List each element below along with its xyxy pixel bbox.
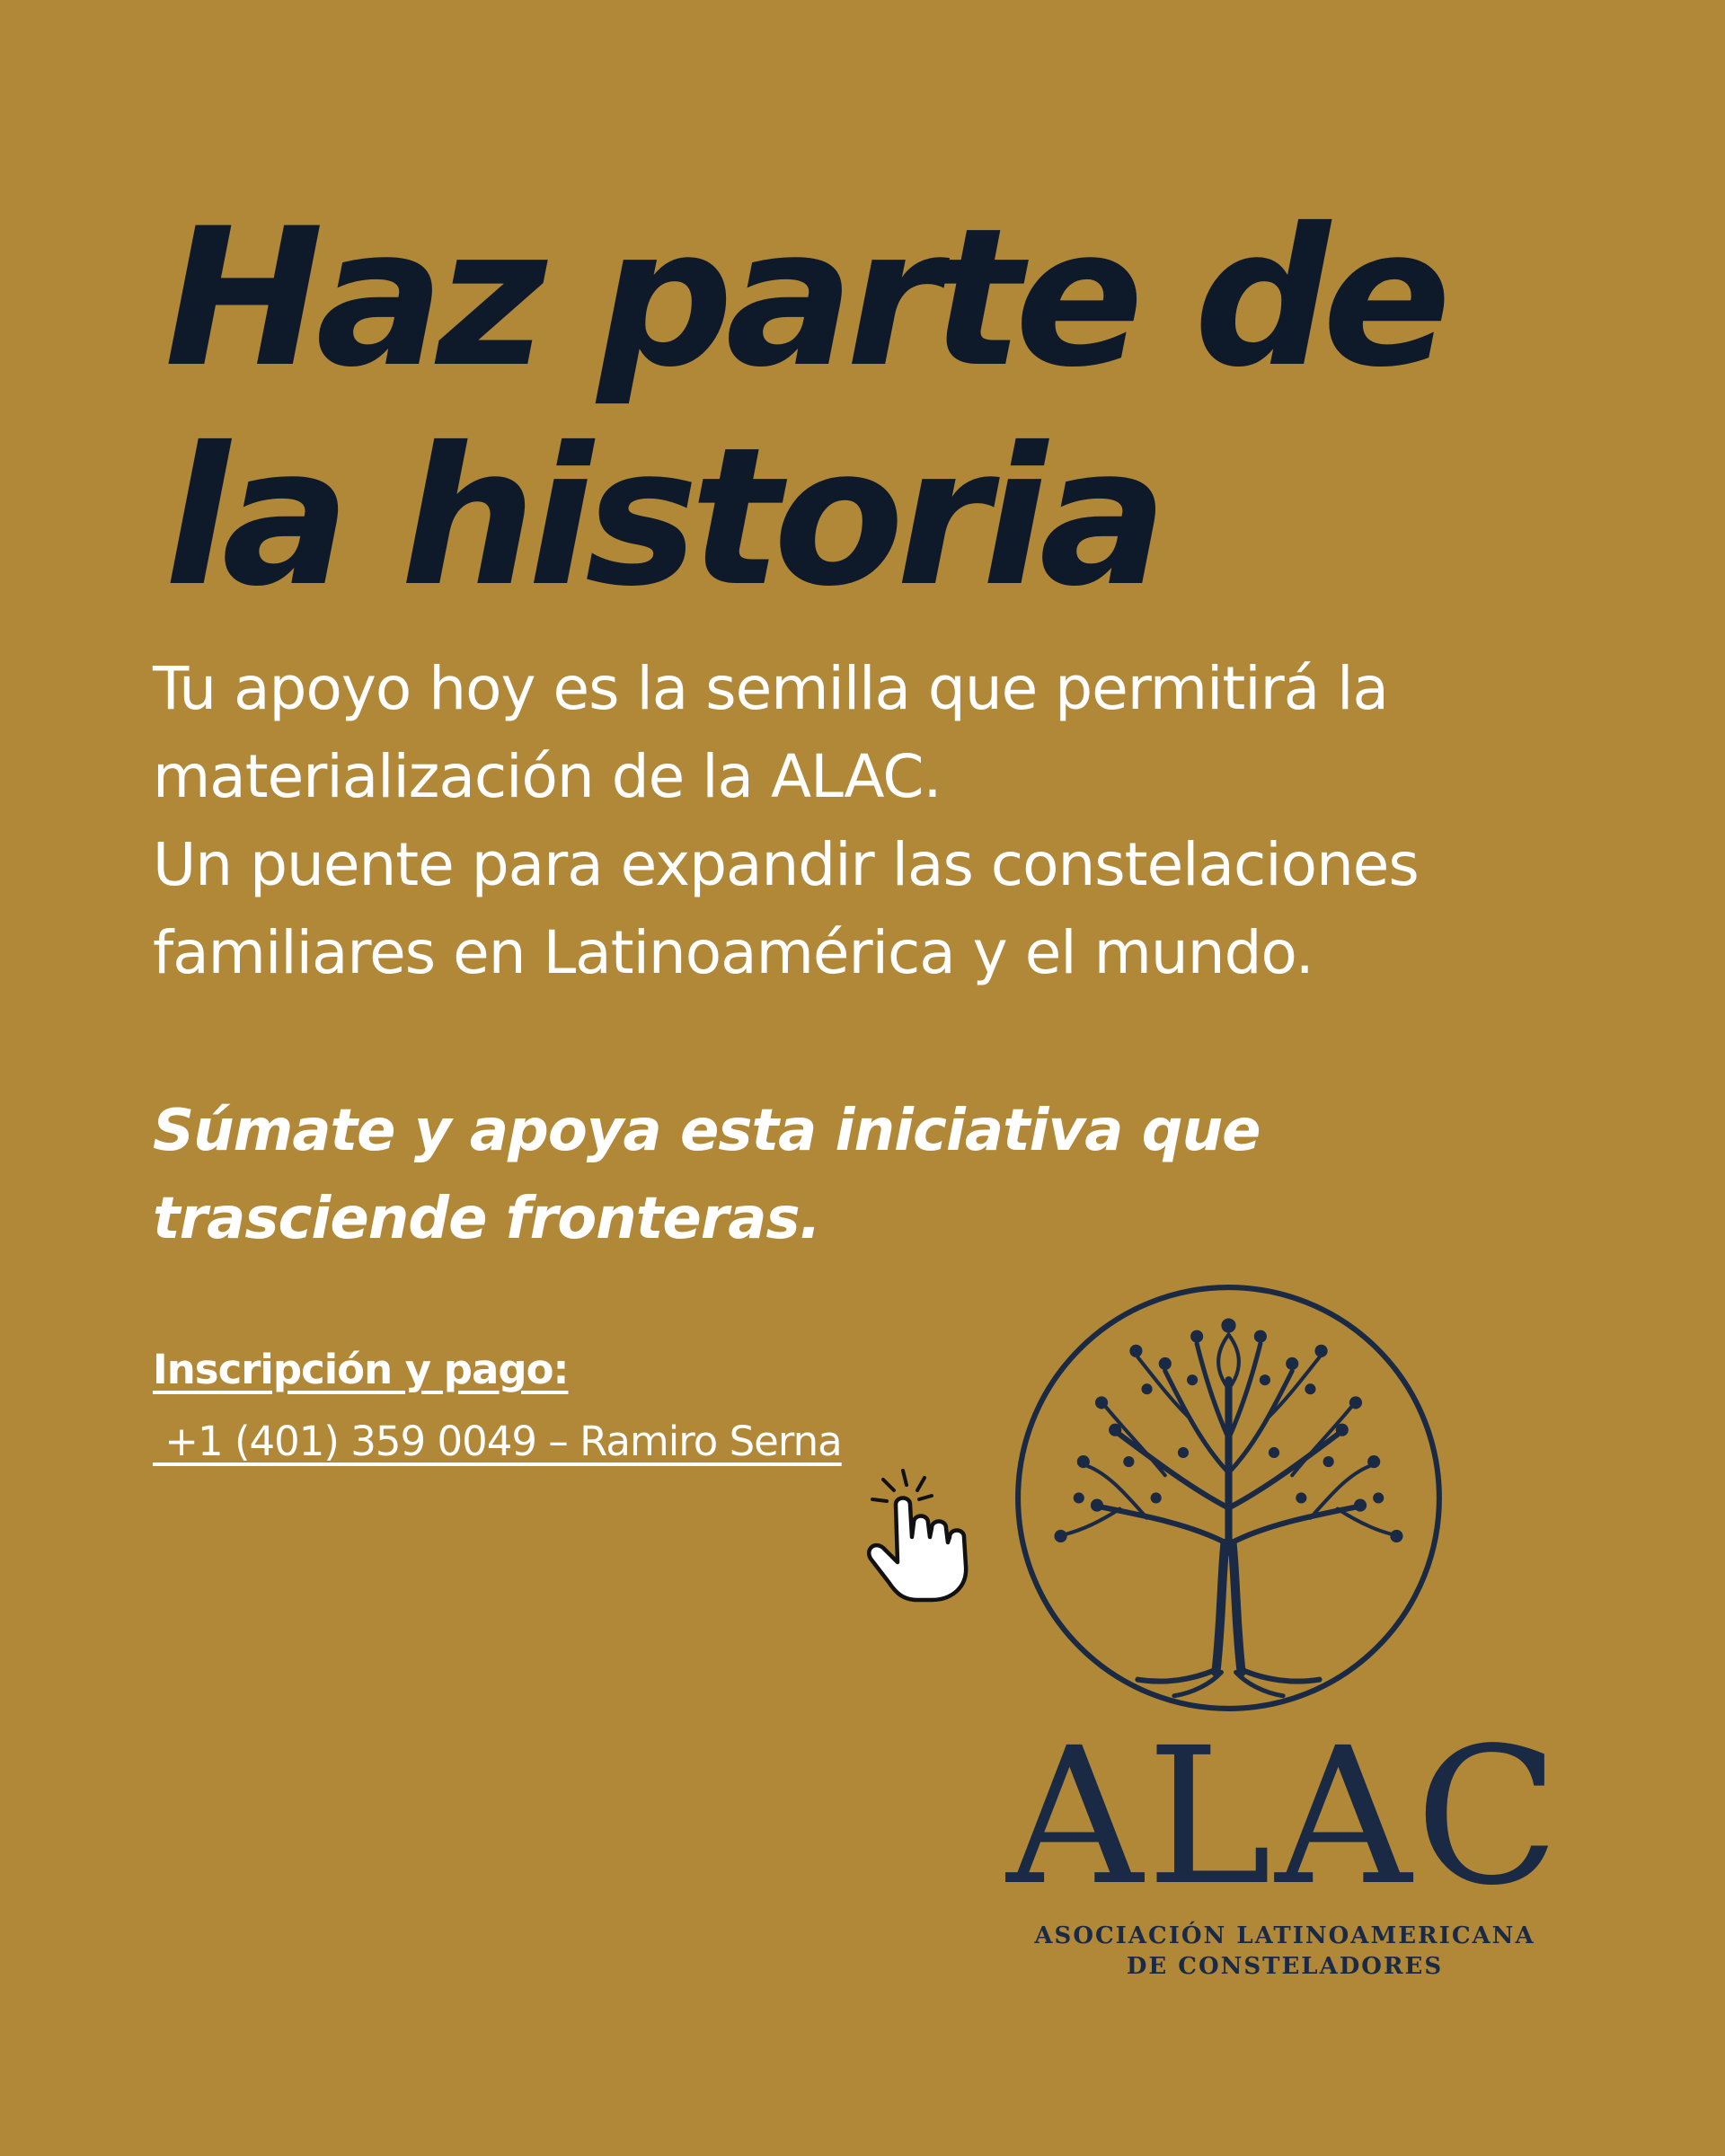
headline [164,189,1444,627]
pointer-hand-icon [858,1460,1002,1604]
description-line-3: Un puente para expandir las constelaciones [153,830,1419,899]
headline-line-1: Haz parte de [164,187,1444,409]
cta-line-1: Súmate y apoya esta iniciativa que [153,1098,1261,1164]
call-to-action [153,1087,1261,1263]
tree-of-life-icon [1011,1280,1446,1716]
description-line-2: materialización de la ALAC. [153,742,942,811]
cta-line-2: trasciende fronteras. [153,1186,820,1252]
description-line-1: Tu apoyo hoy es la semilla que permitirá la [153,654,1388,723]
description [153,645,1635,997]
phone-contact-link[interactable]: +1 (401) 359 0049 – Ramiro Serna [153,1418,842,1465]
logo-subtitle [934,1921,1635,1982]
logo-subtitle-line-1: ASOCIACIÓN LATINOAMERICANA [1034,1922,1535,1949]
headline-line-2: la historia [164,406,1160,628]
registration-label: Inscripción y pago: [153,1346,569,1393]
description-line-4: familiares en Latinoamérica y el mundo. [153,918,1314,987]
logo-wordmark: ALAC [1006,1707,1563,1927]
logo-subtitle-line-2: DE CONSTELADORES [1126,1953,1444,1980]
